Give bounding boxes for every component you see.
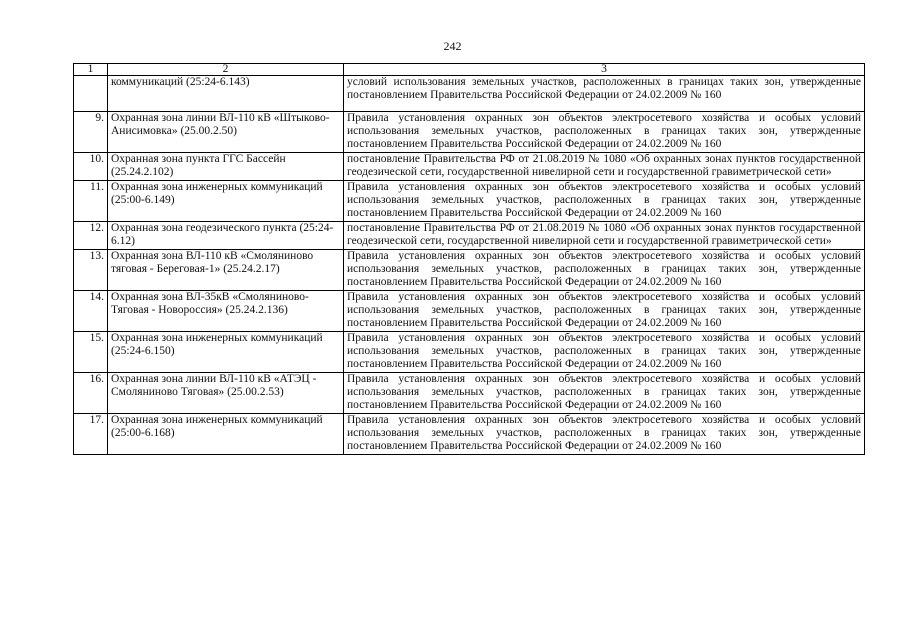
table-row <box>74 112 865 153</box>
zone-name: Охранная зона геодезического пункта (25:24-6.12) <box>108 222 344 250</box>
table-row <box>74 250 865 291</box>
zone-name: Охранная зона инженерных коммуникаций (25:24-6.150) <box>108 332 344 373</box>
zone-name: Охранная зона пункта ГГС Бассейн (25.24.2.102) <box>108 153 344 181</box>
table-row <box>74 414 865 455</box>
zone-name: коммуникаций (25:24-6.143) <box>108 76 344 112</box>
legal-basis: постановление Правительства РФ от 21.08.2019 № 1080 «Об охранных зонах пунктов государственной геодезической сети, государственной нивелирной сети и государственной гравиметрической сети» <box>344 222 865 250</box>
zones-table <box>73 63 865 455</box>
row-number <box>74 76 108 112</box>
legal-basis: Правила установления охранных зон объектов электросетевого хозяйства и особых условий использования земельных участков, расположенных в границах таких зон, утвержденные постановлением Правительства Российской Федерации от 24.02.2009 № 160 <box>344 414 865 455</box>
row-number: 13. <box>74 250 108 291</box>
legal-basis: Правила установления охранных зон объектов электросетевого хозяйства и особых условий использования земельных участков, расположенных в границах таких зон, утвержденные постановлением Правительства Российской Федерации от 24.02.2009 № 160 <box>344 373 865 414</box>
table-row <box>74 332 865 373</box>
row-number: 15. <box>74 332 108 373</box>
table-header-row <box>74 64 865 76</box>
header-col-2: 2 <box>108 64 344 76</box>
legal-basis: Правила установления охранных зон объектов электросетевого хозяйства и особых условий использования земельных участков, расположенных в границах таких зон, утвержденные постановлением Правительства Российской Федерации от 24.02.2009 № 160 <box>344 250 865 291</box>
table-row <box>74 373 865 414</box>
legal-basis: Правила установления охранных зон объектов электросетевого хозяйства и особых условий использования земельных участков, расположенных в границах таких зон, утвержденные постановлением Правительства Российской Федерации от 24.02.2009 № 160 <box>344 291 865 332</box>
table-row <box>74 153 865 181</box>
legal-basis: Правила установления охранных зон объектов электросетевого хозяйства и особых условий использования земельных участков, расположенных в границах таких зон, утвержденные постановлением Правительства Российской Федерации от 24.02.2009 № 160 <box>344 332 865 373</box>
header-col-1: 1 <box>74 64 108 76</box>
table-row <box>74 181 865 222</box>
zone-name: Охранная зона ВЛ-110 кВ «Смоляниново тяговая - Береговая-1» (25.24.2.17) <box>108 250 344 291</box>
row-number: 12. <box>74 222 108 250</box>
zone-name: Охранная зона инженерных коммуникаций (25:00-6.149) <box>108 181 344 222</box>
zone-name: Охранная зона линии ВЛ-110 кВ «Штыково-Анисимовка» (25.00.2.50) <box>108 112 344 153</box>
zone-name: Охранная зона ВЛ-35кВ «Смоляниново-Тяговая - Новороссия» (25.24.2.136) <box>108 291 344 332</box>
row-number: 17. <box>74 414 108 455</box>
row-number: 14. <box>74 291 108 332</box>
zone-name: Охранная зона инженерных коммуникаций (25:00-6.168) <box>108 414 344 455</box>
legal-basis: условий использования земельных участков, расположенных в границах таких зон, утвержденные постановлением Правительства Российской Федерации от 24.02.2009 № 160 <box>344 76 865 112</box>
row-number: 9. <box>74 112 108 153</box>
table-row-continuation <box>74 76 865 112</box>
page-number: 242 <box>443 39 462 53</box>
legal-basis: Правила установления охранных зон объектов электросетевого хозяйства и особых условий использования земельных участков, расположенных в границах таких зон, утвержденные постановлением Правительства Российской Федерации от 24.02.2009 № 160 <box>344 181 865 222</box>
legal-basis: Правила установления охранных зон объектов электросетевого хозяйства и особых условий использования земельных участков, расположенных в границах таких зон, утвержденные постановлением Правительства Российской Федерации от 24.02.2009 № 160 <box>344 112 865 153</box>
table-row <box>74 222 865 250</box>
legal-basis: постановление Правительства РФ от 21.08.2019 № 1080 «Об охранных зонах пунктов государственной геодезической сети, государственной нивелирной сети и государственной гравиметрической сети» <box>344 153 865 181</box>
zone-name: Охранная зона линии ВЛ-110 кВ «АТЭЦ - Смоляниново Тяговая» (25.00.2.53) <box>108 373 344 414</box>
row-number: 11. <box>74 181 108 222</box>
header-col-3: 3 <box>344 64 865 76</box>
table-row <box>74 291 865 332</box>
row-number: 10. <box>74 153 108 181</box>
row-number: 16. <box>74 373 108 414</box>
